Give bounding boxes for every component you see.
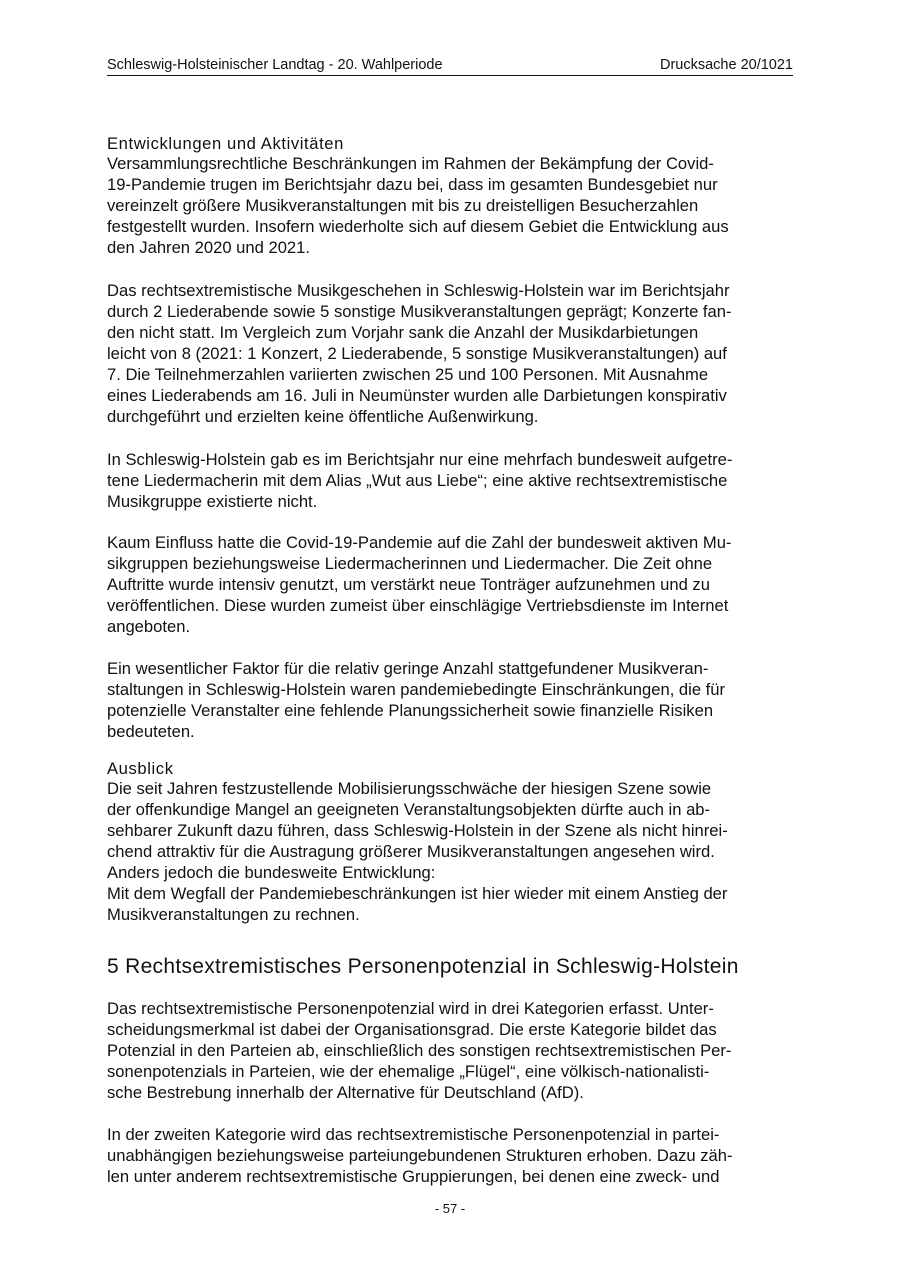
- text-line: veröffentlichen. Diese wurden zumeist über einschlägige Vertriebsdienste im Internet: [107, 596, 729, 615]
- text-line: len unter anderem rechtsextremistische Gruppierungen, bei denen eine zweck- und: [107, 1167, 720, 1186]
- paragraph-key-factor: [107, 658, 797, 742]
- text-line: Das rechtsextremistische Personenpotenzial wird in drei Kategorien erfasst. Unter-: [107, 999, 714, 1018]
- text-line: der offenkundige Mangel an geeigneten Veranstaltungsobjekten dürfte auch in ab-: [107, 800, 711, 819]
- text-line: Ein wesentlicher Faktor für die relativ geringe Anzahl stattgefundener Musikveran-: [107, 659, 709, 678]
- text-line: Versammlungsrechtliche Beschränkungen im Rahmen der Bekämpfung der Covid-: [107, 154, 714, 173]
- text-line: sehbarer Zukunft dazu führen, dass Schleswig-Holstein in der Szene als nicht hinrei-: [107, 821, 728, 840]
- header-parliament-title: Schleswig-Holsteinischer Landtag - 20. Wahlperiode: [107, 57, 443, 73]
- text-line: sikgruppen beziehungsweise Liedermacherinnen und Liedermacher. Die Zeit ohne: [107, 554, 713, 573]
- text-line: vereinzelt größere Musikveranstaltungen mit bis zu dreistelligen Besucherzahlen: [107, 196, 699, 215]
- text-line: tene Liedermacherin mit dem Alias „Wut aus Liebe“; eine aktive rechtsextremistische: [107, 471, 728, 490]
- text-line: leicht von 8 (2021: 1 Konzert, 2 Liederabende, 5 sonstige Musikveranstaltungen) auf: [107, 344, 727, 363]
- text-line: sche Bestrebung innerhalb der Alternative für Deutschland (AfD).: [107, 1083, 584, 1102]
- text-line: angeboten.: [107, 617, 191, 636]
- section-heading-ausblick: Ausblick: [107, 759, 174, 778]
- text-line: sonenpotenzials in Parteien, wie der ehemalige „Flügel“, eine völkisch-nationalisti-: [107, 1062, 710, 1081]
- paragraph-songwriter: [107, 449, 797, 512]
- paragraph-pandemic-influence: [107, 532, 797, 637]
- text-line: staltungen in Schleswig-Holstein waren pandemiebedingte Einschränkungen, die für: [107, 680, 726, 699]
- header-document-number: Drucksache 20/1021: [660, 57, 793, 73]
- text-line: durchgeführt und erzielten keine öffentliche Außenwirkung.: [107, 407, 539, 426]
- text-line: In der zweiten Kategorie wird das rechtsextremistische Personenpotenzial in partei-: [107, 1125, 720, 1144]
- text-line: Das rechtsextremistische Musikgeschehen in Schleswig-Holstein war im Berichtsjahr: [107, 281, 730, 300]
- text-line: In Schleswig-Holstein gab es im Berichtsjahr nur eine mehrfach bundesweit aufgetre-: [107, 450, 733, 469]
- paragraph-second-category: [107, 1124, 797, 1187]
- text-line: Potenzial in den Parteien ab, einschließlich des sonstigen rechtsextremistischen Per-: [107, 1041, 732, 1060]
- text-line: 7. Die Teilnehmerzahlen variierten zwischen 25 und 100 Personen. Mit Ausnahme: [107, 365, 709, 384]
- text-line: durch 2 Liederabende sowie 5 sonstige Musikveranstaltungen geprägt; Konzerte fan-: [107, 302, 732, 321]
- text-line: Kaum Einfluss hatte die Covid-19-Pandemie auf die Zahl der bundesweit aktiven Mu-: [107, 533, 732, 552]
- text-line: potenzielle Veranstalter eine fehlende Planungssicherheit sowie finanzielle Risiken: [107, 701, 714, 720]
- text-line: unabhängigen beziehungsweise parteiungebundenen Strukturen erhoben. Dazu zäh-: [107, 1146, 733, 1165]
- text-line: Die seit Jahren festzustellende Mobilisierungsschwäche der hiesigen Szene sowie: [107, 779, 712, 798]
- paragraph-outlook: [107, 778, 797, 925]
- page-header: [107, 57, 793, 76]
- page-number: - 57 -: [434, 1201, 466, 1216]
- text-line: Musikveranstaltungen zu rechnen.: [107, 905, 360, 924]
- text-line: Mit dem Wegfall der Pandemiebeschränkungen ist hier wieder mit einem Anstieg der: [107, 884, 728, 903]
- text-line: festgestellt wurden. Insofern wiederholte sich auf diesem Gebiet die Entwicklung aus: [107, 217, 729, 236]
- text-line: den nicht statt. Im Vergleich zum Vorjahr sank die Anzahl der Musikdarbietungen: [107, 323, 699, 342]
- text-line: eines Liederabends am 16. Juli in Neumünster wurden alle Darbietungen konspirativ: [107, 386, 727, 405]
- text-line: den Jahren 2020 und 2021.: [107, 238, 310, 257]
- text-line: scheidungsmerkmal ist dabei der Organisationsgrad. Die erste Kategorie bildet das: [107, 1020, 717, 1039]
- text-line: Anders jedoch die bundesweite Entwicklung:: [107, 863, 436, 882]
- text-line: bedeuteten.: [107, 722, 195, 741]
- paragraph-categories: [107, 998, 797, 1103]
- paragraph-covid-restrictions: [107, 153, 797, 258]
- section-heading-entwicklungen: Entwicklungen und Aktivitäten: [107, 134, 344, 153]
- text-line: Musikgruppe existierte nicht.: [107, 492, 318, 511]
- text-line: chend attraktiv für die Austragung größerer Musikveranstaltungen angesehen wird.: [107, 842, 715, 861]
- text-line: Auftritte wurde intensiv genutzt, um verstärkt neue Tonträger aufzunehmen und zu: [107, 575, 710, 594]
- paragraph-music-events-sh: [107, 280, 797, 427]
- chapter-heading: 5 Rechtsextremistisches Personenpotenzial in Schleswig-Holstein: [107, 955, 739, 978]
- text-line: 19-Pandemie trugen im Berichtsjahr dazu bei, dass im gesamten Bundesgebiet nur: [107, 175, 718, 194]
